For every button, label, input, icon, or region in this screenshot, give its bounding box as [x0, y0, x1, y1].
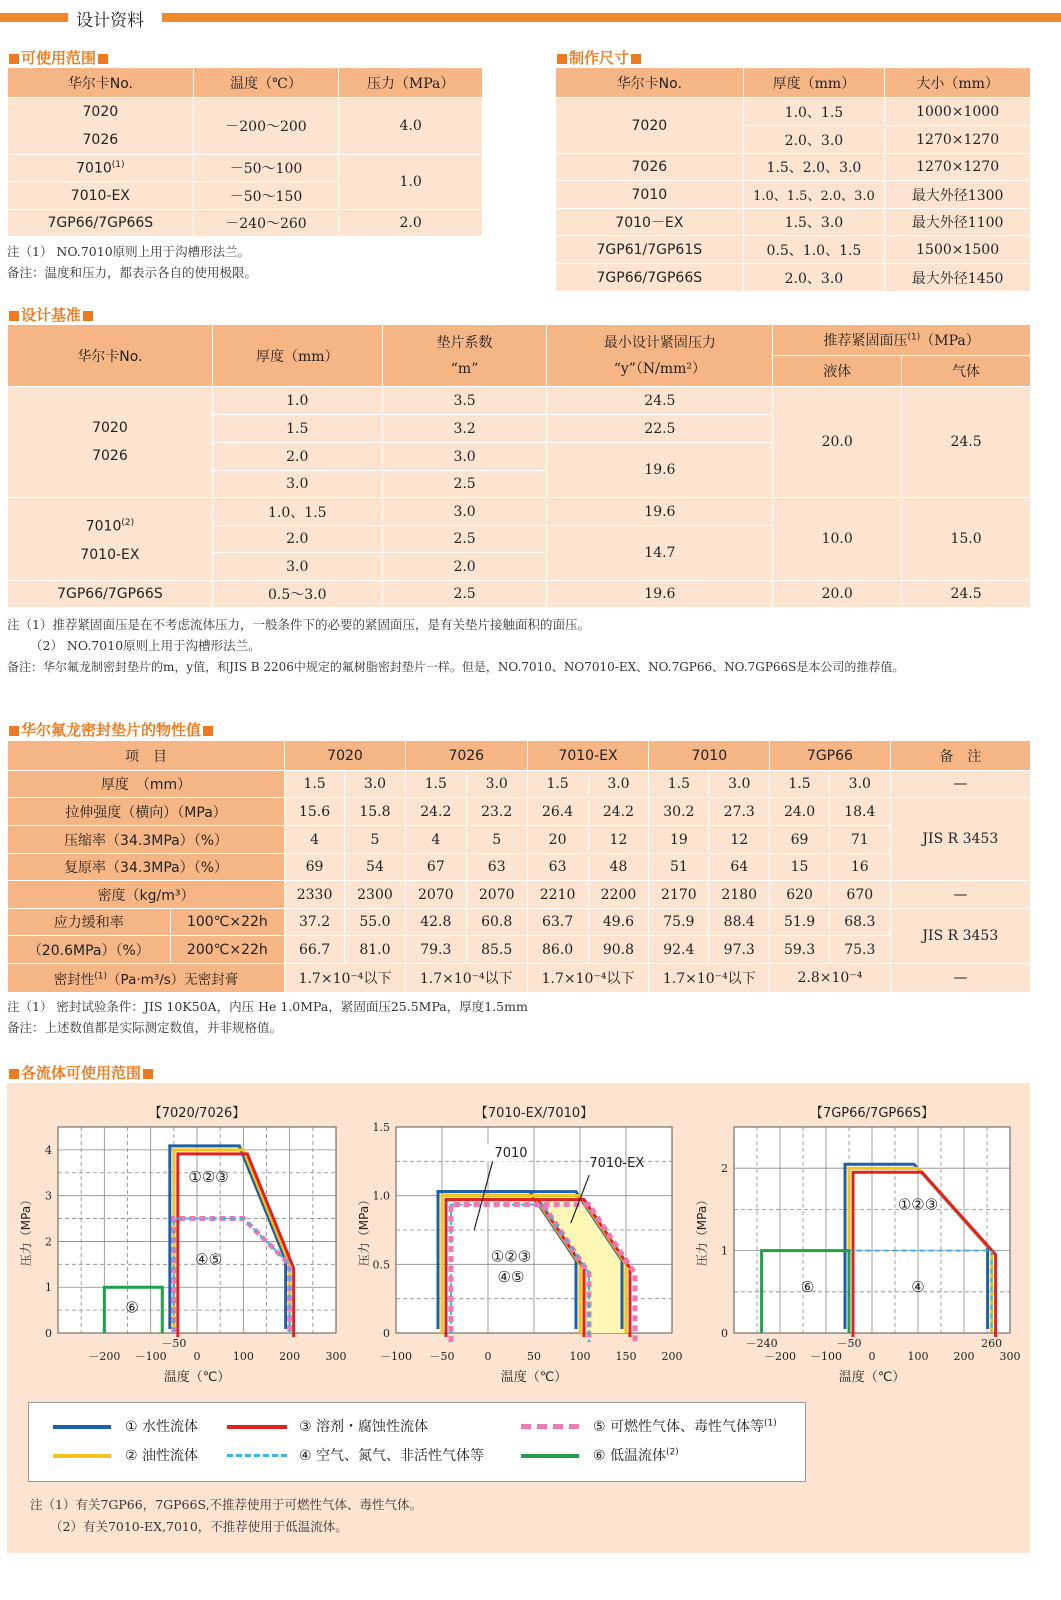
size-cell-size: 最大外径1100: [885, 209, 1031, 236]
x-tick-label: －50: [836, 1337, 862, 1350]
prop-value: 59.3: [770, 936, 830, 964]
design-note-1: 注（1）推荐紧固面压是在不考虑流体压力，一般条件下的必要的紧固面压，是有关垫片接触面积的面压。: [7, 617, 590, 632]
prop-value: 1.5: [649, 771, 709, 798]
size-cell-size: 最大外径1300: [885, 181, 1031, 209]
usage-cell-pressure: 2.0: [339, 210, 483, 237]
properties-table: [7, 740, 1031, 993]
size-cell-no: 7010－EX: [556, 209, 744, 236]
prop-value: 1.5: [527, 771, 588, 798]
x-axis-label: 温度（℃）: [500, 1370, 568, 1385]
x-axis-label: 温度（℃）: [838, 1370, 906, 1385]
prop-label: 应力缓和率: [8, 909, 171, 936]
prop-value: 63: [466, 854, 527, 881]
legend-swatch-solvent: [227, 1425, 287, 1429]
prop-value: 3.0: [709, 771, 770, 798]
prop-value: 15.6: [285, 798, 345, 826]
prop-value: 1.5: [770, 771, 830, 798]
section-title-sizes: 制作尺寸: [555, 47, 643, 68]
prop-value: 3.0: [829, 771, 890, 798]
chart-title: 【7010-EX/7010】: [474, 1106, 594, 1121]
x-tick-label: －100: [380, 1350, 412, 1363]
prop-value: 26.4: [527, 798, 588, 826]
x-tick-label: 0: [868, 1350, 876, 1363]
usage-note-1: 注（1） NO.7010原则上用于沟槽形法兰。: [7, 244, 251, 259]
design-cell-thickness: 0.5～3.0: [212, 581, 382, 608]
usage-note-2: 备注：温度和压力，都表示各自的使用极限。: [7, 265, 258, 280]
usage-cell-pressure: 4.0: [339, 98, 483, 155]
design-header-liquid: 液体: [773, 356, 902, 387]
size-cell-size: 1270×1270: [885, 154, 1031, 181]
size-cell-thickness: 0.5、1.0、1.5: [743, 236, 885, 264]
region-label: ④⑤: [195, 1250, 223, 1269]
prop-value: 42.8: [405, 909, 466, 936]
prop-remark: —: [890, 881, 1030, 909]
design-cell-m: 3.2: [382, 415, 547, 443]
region-label: ⑥: [125, 1298, 139, 1317]
size-cell-no: 7020: [556, 98, 744, 154]
legend-label-solvent: ③ 溶剂・腐蚀性流体: [299, 1419, 429, 1435]
y-tick-label: 0: [721, 1327, 728, 1340]
legend-swatch-cryogenic: [521, 1454, 579, 1458]
prop-value: 64: [709, 854, 770, 881]
prop-row-relax-200: [8, 936, 1031, 964]
prop-value: 18.4: [829, 798, 890, 826]
x-tick-label: 260: [981, 1337, 1003, 1350]
legend-swatch-air: [227, 1454, 287, 1457]
prop-value: 55.0: [345, 909, 406, 936]
design-cell-gas: 15.0: [902, 498, 1031, 581]
x-tick-label: 100: [569, 1350, 591, 1363]
usage-table: [7, 67, 483, 237]
prop-label: 压缩率（34.3MPa）（%）: [8, 826, 285, 854]
prop-row-thickness: [8, 771, 1031, 798]
x-tick-label: 100: [907, 1350, 929, 1363]
chart-title: 【7020/7026】: [148, 1106, 246, 1121]
region-label: ①②③: [188, 1167, 229, 1186]
prop-row-density: [8, 881, 1031, 909]
design-cell-y: 22.5: [547, 415, 773, 443]
prop-value: 5: [466, 826, 527, 854]
prop-value: 5: [345, 826, 406, 854]
prop-value: 69: [770, 826, 830, 854]
x-tick-label: 200: [953, 1350, 975, 1363]
size-cell-size: 最大外径1450: [885, 264, 1031, 292]
x-tick-label: －200: [764, 1350, 796, 1363]
design-header-no: 华尔卡No.: [8, 325, 213, 387]
prop-value: 19: [649, 826, 709, 854]
usage-cell-temp: －200～200: [193, 98, 339, 155]
prop-value: 1.5: [285, 771, 345, 798]
prop-value: 16: [829, 854, 890, 881]
prop-header-item: 项 目: [8, 741, 285, 771]
prop-value: 1.5: [405, 771, 466, 798]
prop-value: 3.0: [345, 771, 406, 798]
region-label: ⑥: [800, 1277, 815, 1296]
legend-swatch-flammable: [521, 1424, 579, 1429]
design-cell-y: 19.6: [547, 443, 773, 498]
size-cell-thickness: 2.0、3.0: [743, 264, 885, 292]
prop-value: 81.0: [345, 936, 406, 964]
y-tick-label: 1.5: [372, 1121, 390, 1134]
usage-header-no: 华尔卡No.: [8, 68, 194, 98]
y-tick-label: 3: [45, 1189, 52, 1203]
prop-value: 3.0: [588, 771, 649, 798]
x-tick-label: 100: [232, 1350, 254, 1363]
prop-row-seal: [8, 964, 1031, 993]
region-label: ①②③: [897, 1195, 939, 1214]
prop-value: 63.7: [527, 909, 588, 936]
prop-value: 92.4: [649, 936, 709, 964]
prop-value: 2210: [527, 881, 588, 909]
size-header-size: 大小（mm）: [885, 68, 1031, 98]
region-label: ④: [911, 1277, 925, 1296]
design-header-gas: 气体: [902, 356, 1031, 387]
design-cell-liquid: 20.0: [773, 387, 902, 498]
prop-value: 90.8: [588, 936, 649, 964]
section-title-properties: 华尔氟龙密封垫片的物性值: [7, 719, 215, 740]
prop-value: 24.2: [588, 798, 649, 826]
prop-row-tensile: [8, 798, 1031, 826]
prop-value: 1.7×10⁻⁴以下: [527, 964, 649, 993]
design-cell-thickness: 3.0: [212, 553, 382, 581]
size-cell-no: 7026: [556, 154, 744, 181]
design-cell-no: 7020 7026: [8, 387, 213, 498]
legend-swatch-water: [53, 1425, 111, 1429]
prop-value: 60.8: [466, 909, 527, 936]
header-bar-left: [0, 13, 68, 22]
design-cell-y: 14.7: [547, 526, 773, 581]
prop-remark: —: [890, 964, 1030, 993]
prop-value: 620: [770, 881, 830, 909]
prop-header-model: 7020: [285, 741, 406, 771]
prop-value: 15.8: [345, 798, 406, 826]
prop-value: 88.4: [709, 909, 770, 936]
prop-value: 54: [345, 854, 406, 881]
design-cell-gas: 24.5: [902, 387, 1031, 498]
usage-cell-no: 7020 7026: [8, 98, 194, 155]
design-header-m: 垫片系数 “m”: [382, 325, 547, 387]
design-cell-thickness: 1.5: [212, 415, 382, 443]
prop-value: 670: [829, 881, 890, 909]
design-note-2: （2） NO.7010原则上用于沟槽形法兰。: [30, 638, 261, 653]
prop-condition: 200℃×22h: [170, 936, 285, 964]
size-cell-size: 1270×1270: [885, 126, 1031, 154]
size-header-thickness: 厚度（mm）: [743, 68, 885, 98]
prop-row-recovery: [8, 854, 1031, 881]
prop-value: 1.7×10⁻⁴以下: [285, 964, 406, 993]
design-cell-m: 2.5: [382, 471, 547, 498]
design-cell-m: 2.0: [382, 553, 547, 581]
prop-header-model: 7026: [405, 741, 527, 771]
usage-header-temp: 温度（℃）: [193, 68, 339, 98]
y-axis-label: 压力（MPa）: [695, 1193, 709, 1267]
prop-value: 37.2: [285, 909, 345, 936]
usage-cell-temp: －240～260: [193, 210, 339, 237]
legend: [28, 1402, 806, 1482]
prop-row-compress: [8, 826, 1031, 854]
size-table: [555, 67, 1031, 292]
design-cell-m: 3.5: [382, 387, 547, 415]
design-cell-gas: 24.5: [902, 581, 1031, 608]
section-title-usage: 可使用范围: [7, 47, 110, 68]
prop-value: 49.6: [588, 909, 649, 936]
prop-value: 48: [588, 854, 649, 881]
prop-note-1: 注（1） 密封试验条件：JIS 10K50A，内压 He 1.0MPa，紧固面压25.5MPa，厚度1.5mm: [7, 999, 528, 1014]
prop-condition: 100℃×22h: [170, 909, 285, 936]
design-cell-liquid: 10.0: [773, 498, 902, 581]
header-bar-right: [162, 13, 1061, 22]
x-tick-label: －240: [745, 1337, 778, 1350]
prop-value: 12: [709, 826, 770, 854]
design-header-y: 最小设计紧固压力 “y”（N/mm²）: [547, 325, 773, 387]
prop-label: 密封性$^{(1)}$（Pa·m³/s）无密封膏: [8, 964, 285, 993]
prop-value: 2200: [588, 881, 649, 909]
prop-value: 97.3: [709, 936, 770, 964]
prop-value: 85.5: [466, 936, 527, 964]
y-tick-label: 1: [721, 1244, 728, 1258]
prop-label: 厚度 （mm）: [8, 771, 285, 798]
prop-label: （20.6MPa）（%）: [8, 936, 171, 964]
x-tick-label: －100: [134, 1350, 167, 1363]
design-cell-no: 7GP66/7GP66S: [8, 581, 213, 608]
y-tick-label: 0: [383, 1327, 390, 1340]
prop-value: 24.0: [770, 798, 830, 826]
design-cell-m: 2.5: [382, 526, 547, 553]
design-cell-y: 19.6: [547, 498, 773, 526]
prop-value: 69: [285, 854, 345, 881]
legend-label-water: ① 水性流体: [125, 1419, 199, 1435]
design-cell-y: 19.6: [547, 581, 773, 608]
x-tick-label: 300: [325, 1350, 347, 1363]
prop-note-2: 备注：上述数值都是实际测定数值，并非规格值。: [7, 1020, 283, 1035]
prop-header-model: 7GP66: [770, 741, 890, 771]
design-header-recommended: 推荐紧固面压$^{(1)}$（MPa）: [773, 325, 1031, 356]
prop-value: 79.3: [405, 936, 466, 964]
prop-value: 2180: [709, 881, 770, 909]
prop-value: 20: [527, 826, 588, 854]
size-header-no: 华尔卡No.: [556, 68, 744, 98]
design-cell-m: 2.5: [382, 581, 547, 608]
usage-header-pressure: 压力（MPa）: [339, 68, 483, 98]
chart-title: 【7GP66/7GP66S】: [809, 1106, 935, 1121]
design-cell-y: 24.5: [547, 387, 773, 415]
prop-remark: JIS R 3453: [890, 798, 1030, 881]
design-cell-thickness: 1.0、1.5: [212, 498, 382, 526]
y-tick-label: 0: [45, 1327, 52, 1340]
x-tick-label: －200: [88, 1350, 121, 1363]
usage-cell-no: 7010-EX: [8, 182, 194, 210]
prop-value: 66.7: [285, 936, 345, 964]
size-cell-no: 7GP61/7GP61S: [556, 236, 744, 264]
usage-cell-pressure: 1.0: [339, 155, 483, 210]
annotation-7010ex: 7010-EX: [589, 1155, 645, 1171]
prop-header-remark: 备 注: [890, 741, 1030, 771]
size-cell-size: 1000×1000: [885, 98, 1031, 126]
legend-label-oil: ② 油性流体: [125, 1448, 199, 1464]
prop-value: 86.0: [527, 936, 588, 964]
x-tick-label: 300: [999, 1350, 1021, 1363]
prop-value: 23.2: [466, 798, 527, 826]
prop-value: 27.3: [709, 798, 770, 826]
y-tick-label: 1.0: [372, 1189, 390, 1203]
prop-label: 复原率（34.3MPa）（%）: [8, 854, 285, 881]
y-tick-label: 2: [721, 1162, 728, 1176]
y-tick-label: 2: [45, 1235, 52, 1249]
size-cell-size: 1500×1500: [885, 236, 1031, 264]
design-cell-thickness: 3.0: [212, 471, 382, 498]
chart-note-1: 注（1）有关7GP66，7GP66S,不推荐使用于可燃性气体、毒性气体。: [30, 1497, 423, 1512]
x-tick-label: 150: [615, 1350, 637, 1363]
x-tick-label: 0: [484, 1350, 492, 1363]
prop-value: 4: [285, 826, 345, 854]
legend-swatch-oil: [53, 1454, 111, 1458]
charts-svg: [0, 1083, 1061, 1403]
region-label: ①②③: [490, 1247, 532, 1266]
prop-value: 3.0: [466, 771, 527, 798]
page-header: [0, 8, 1061, 31]
prop-value: 4: [405, 826, 466, 854]
prop-value: 1.7×10⁻⁴以下: [649, 964, 770, 993]
size-cell-thickness: 1.5、2.0、3.0: [743, 154, 885, 181]
y-axis-label: 压力（MPa）: [357, 1193, 371, 1267]
y-tick-label: 4: [45, 1143, 52, 1157]
prop-value: 15: [770, 854, 830, 881]
prop-value: 2170: [649, 881, 709, 909]
x-tick-label: －100: [810, 1350, 842, 1363]
prop-row-relax-100: [8, 909, 1031, 936]
size-cell-thickness: 1.0、1.5: [743, 98, 885, 126]
design-note-3: 备注：华尔氟龙制密封垫片的m，y值，和JIS B 2206中规定的氟树脂密封垫片一样。但是，NO.7010、NO7010-EX、NO.7GP66、NO.7GP66S是本公司的推荐值。: [7, 660, 905, 674]
design-cell-m: 3.0: [382, 443, 547, 471]
region-label: ④⑤: [497, 1268, 525, 1287]
prop-value: 75.3: [829, 936, 890, 964]
prop-value: 2070: [405, 881, 466, 909]
design-cell-thickness: 1.0: [212, 387, 382, 415]
prop-value: 68.3: [829, 909, 890, 936]
prop-label: 密度（kg/m³）: [8, 881, 285, 909]
usage-cell-temp: －50～100: [193, 155, 339, 182]
x-tick-label: 200: [661, 1350, 683, 1363]
size-cell-thickness: 2.0、3.0: [743, 126, 885, 154]
section-title-design: 设计基准: [7, 304, 95, 325]
design-cell-thickness: 2.0: [212, 443, 382, 471]
y-tick-label: 1: [45, 1281, 52, 1295]
y-axis-label: 压力（MPa）: [19, 1193, 33, 1267]
design-cell-m: 3.0: [382, 498, 547, 526]
x-tick-label: －50: [161, 1337, 187, 1350]
prop-remark: JIS R 3453: [890, 909, 1030, 964]
usage-cell-temp: －50～150: [193, 182, 339, 210]
prop-value: 2.8×10⁻⁴: [770, 964, 890, 993]
prop-value: 30.2: [649, 798, 709, 826]
chart-note-2: （2）有关7010-EX,7010，不推荐使用于低温流体。: [50, 1519, 348, 1534]
annotation-7010: 7010: [494, 1146, 528, 1162]
page-title: 设计资料: [76, 11, 144, 31]
design-cell-thickness: 2.0: [212, 526, 382, 553]
legend-label-flammable: ⑤ 可燃性气体、毒性气体等$^{(1)}$: [593, 1418, 777, 1435]
prop-value: 12: [588, 826, 649, 854]
x-tick-label: 50: [527, 1350, 541, 1363]
size-cell-no: 7010: [556, 181, 744, 209]
prop-value: 2070: [466, 881, 527, 909]
prop-header-model: 7010-EX: [527, 741, 649, 771]
x-tick-label: 0: [193, 1350, 201, 1363]
prop-value: 67: [405, 854, 466, 881]
prop-value: 1.7×10⁻⁴以下: [405, 964, 527, 993]
legend-label-air: ④ 空气、氮气、非活性气体等: [299, 1448, 485, 1464]
design-header-thickness: 厚度（mm）: [212, 325, 382, 387]
design-cell-no: 7010$^{(2)}$ 7010-EX: [8, 498, 213, 581]
prop-value: 2300: [345, 881, 406, 909]
prop-value: 63: [527, 854, 588, 881]
x-tick-label: －50: [429, 1350, 455, 1363]
x-axis-label: 温度（℃）: [163, 1370, 231, 1385]
design-table: [7, 324, 1031, 608]
prop-value: 75.9: [649, 909, 709, 936]
prop-remark: —: [890, 771, 1030, 798]
legend-label-cryogenic: ⑥ 低温流体$^{(2)}$: [593, 1447, 679, 1464]
usage-cell-no: 7GP66/7GP66S: [8, 210, 194, 237]
prop-header-model: 7010: [649, 741, 770, 771]
x-tick-label: 200: [279, 1350, 301, 1363]
prop-label: 拉伸强度（横向）（MPa）: [8, 798, 285, 826]
design-cell-liquid: 20.0: [773, 581, 902, 608]
y-tick-label: 0.5: [372, 1258, 390, 1272]
prop-value: 71: [829, 826, 890, 854]
prop-value: 51.9: [770, 909, 830, 936]
prop-value: 24.2: [405, 798, 466, 826]
size-cell-no: 7GP66/7GP66S: [556, 264, 744, 292]
prop-value: 51: [649, 854, 709, 881]
usage-cell-no: 7010$^{(1)}$: [8, 155, 194, 182]
size-cell-thickness: 1.0、1.5、2.0、3.0: [743, 181, 885, 209]
section-title-fluid-range: 各流体可使用范围: [7, 1062, 155, 1083]
prop-value: 2330: [285, 881, 345, 909]
size-cell-thickness: 1.5、3.0: [743, 209, 885, 236]
